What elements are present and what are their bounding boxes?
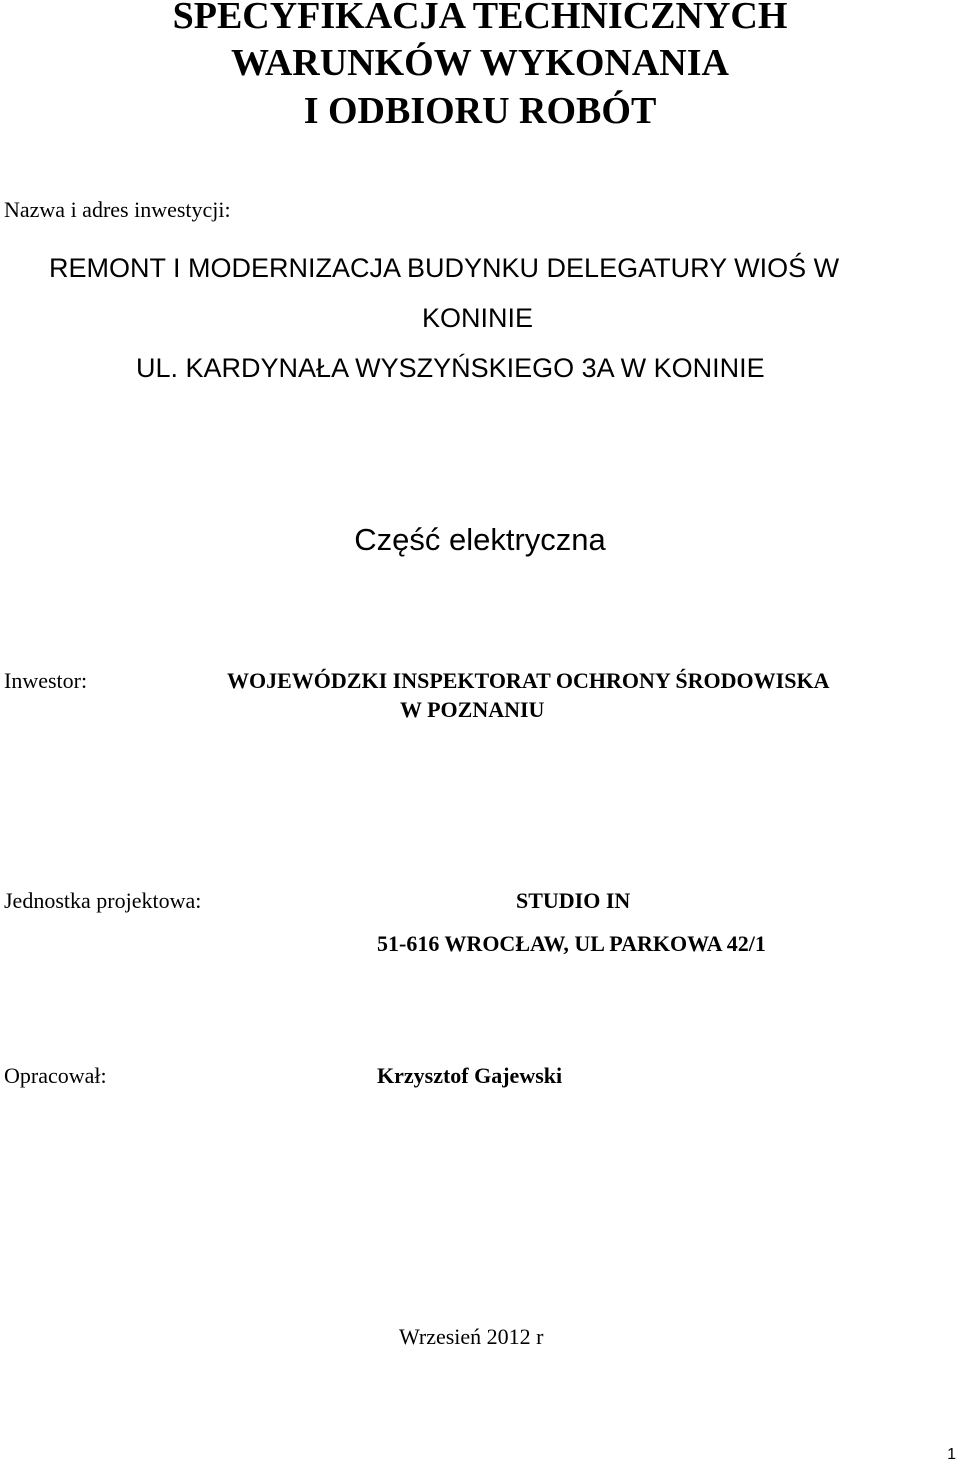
page-number: 1 <box>947 1446 956 1463</box>
investment-address: UL. KARDYNAŁA WYSZYŃSKIEGO 3A W KONINIE <box>136 353 765 383</box>
title-line-1: SPECYFIKACJA TECHNICZNYCH <box>172 0 788 37</box>
design-unit-address: 51-616 WROCŁAW, UL PARKOWA 42/1 <box>377 931 766 956</box>
investment-name-line-1: REMONT I MODERNIZACJA BUDYNKU DELEGATURY WIOŚ W <box>49 253 840 283</box>
author-label: Opracował: <box>4 1063 107 1088</box>
title-line-2: WARUNKÓW WYKONANIA <box>231 42 729 84</box>
investment-name-line-2: KONINIE <box>422 303 534 333</box>
investment-label: Nazwa i adres inwestycji: <box>4 197 231 222</box>
design-unit-name: STUDIO IN <box>516 888 631 913</box>
design-unit-label: Jednostka projektowa: <box>4 888 202 913</box>
document-date: Wrzesień 2012 r <box>399 1324 544 1349</box>
investor-name-line-2: W POZNANIU <box>400 697 545 722</box>
author-name: Krzysztof Gajewski <box>377 1063 563 1088</box>
investor-label: Inwestor: <box>4 668 88 693</box>
investor-name-line-1: WOJEWÓDZKI INSPEKTORAT OCHRONY ŚRODOWISKA <box>227 668 830 693</box>
part-title: Część elektryczna <box>354 522 606 557</box>
title-line-3: I ODBIORU ROBÓT <box>303 90 657 132</box>
